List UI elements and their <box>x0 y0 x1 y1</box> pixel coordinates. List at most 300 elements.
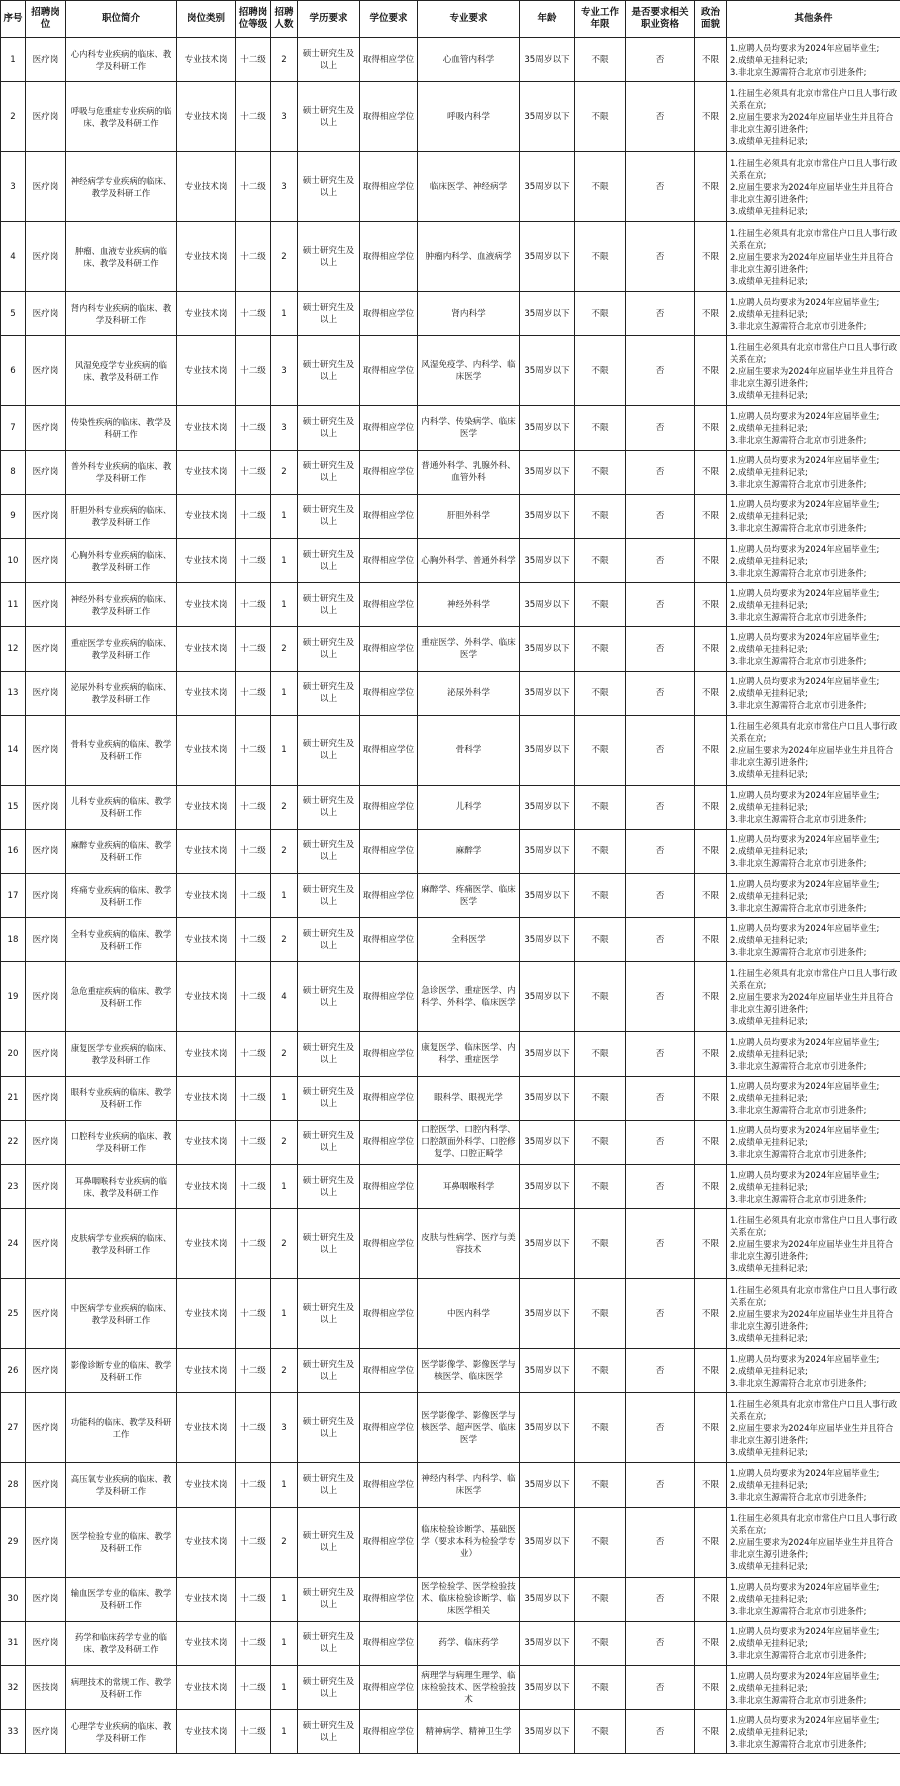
major-requirement: 医学检验学、医学检验技术、临床检验诊断学、临床医学相关 <box>418 1577 520 1621</box>
education-requirement: 硕士研究生及以上 <box>298 715 360 785</box>
political-status: 不限 <box>695 785 727 829</box>
age-requirement: 35周岁以下 <box>520 715 575 785</box>
age-requirement: 35周岁以下 <box>520 1120 575 1164</box>
post-grade: 十二级 <box>236 538 271 582</box>
row-number: 6 <box>1 336 26 406</box>
education-requirement: 硕士研究生及以上 <box>298 494 360 538</box>
job-intro: 口腔科专业疾病的临床、教学及科研工作 <box>66 1120 177 1164</box>
post-name: 医疗岗 <box>26 38 66 82</box>
hire-count: 3 <box>271 336 298 406</box>
table-row <box>1 715 900 785</box>
post-category: 专业技术岗 <box>177 1279 236 1349</box>
degree-requirement: 取得相应学位 <box>360 336 418 406</box>
education-requirement: 硕士研究生及以上 <box>298 1393 360 1463</box>
job-intro: 神经病学专业疾病的临床、教学及科研工作 <box>66 152 177 222</box>
certification-required: 否 <box>626 222 695 292</box>
age-requirement: 35周岁以下 <box>520 494 575 538</box>
other-conditions: 1.应聘人员均要求为2024年应届毕业生; 2.成绩单无挂科记录; 3.非北京生源需符合北京市引进条件; <box>727 1665 900 1709</box>
education-requirement: 硕士研究生及以上 <box>298 1349 360 1393</box>
hire-count: 1 <box>271 494 298 538</box>
major-requirement: 耳鼻咽喉科学 <box>418 1165 520 1209</box>
major-requirement: 骨科学 <box>418 715 520 785</box>
row-number: 17 <box>1 874 26 918</box>
work-years: 不限 <box>575 152 626 222</box>
hire-count: 2 <box>271 1120 298 1164</box>
political-status: 不限 <box>695 1665 727 1709</box>
post-category: 专业技术岗 <box>177 785 236 829</box>
certification-required: 否 <box>626 538 695 582</box>
political-status: 不限 <box>695 829 727 873</box>
degree-requirement: 取得相应学位 <box>360 1120 418 1164</box>
post-name: 医疗岗 <box>26 1209 66 1279</box>
work-years: 不限 <box>575 1349 626 1393</box>
education-requirement: 硕士研究生及以上 <box>298 1665 360 1709</box>
post-category: 专业技术岗 <box>177 292 236 336</box>
row-number: 28 <box>1 1463 26 1507</box>
other-conditions: 1.往届生必须具有北京市常住户口且人事行政关系在京; 2.应届生要求为2024年应届毕业生并且符合非北京生源引进条件; 3.成绩单无挂科记录; <box>727 962 900 1032</box>
table-row <box>1 38 900 82</box>
age-requirement: 35周岁以下 <box>520 82 575 152</box>
job-intro: 眼科专业疾病的临床、教学及科研工作 <box>66 1076 177 1120</box>
degree-requirement: 取得相应学位 <box>360 538 418 582</box>
post-grade: 十二级 <box>236 627 271 671</box>
age-requirement: 35周岁以下 <box>520 627 575 671</box>
age-requirement: 35周岁以下 <box>520 583 575 627</box>
hire-count: 2 <box>271 1507 298 1577</box>
work-years: 不限 <box>575 1209 626 1279</box>
other-conditions: 1.应聘人员均要求为2024年应届毕业生; 2.成绩单无挂科记录; 3.非北京生源需符合北京市引进条件; <box>727 292 900 336</box>
row-number: 27 <box>1 1393 26 1463</box>
education-requirement: 硕士研究生及以上 <box>298 829 360 873</box>
post-name: 医疗岗 <box>26 152 66 222</box>
major-requirement: 急诊医学、重症医学、内科学、外科学、临床医学 <box>418 962 520 1032</box>
age-requirement: 35周岁以下 <box>520 918 575 962</box>
hire-count: 1 <box>271 1279 298 1349</box>
post-grade: 十二级 <box>236 1393 271 1463</box>
job-intro: 传染性疾病的临床、教学及科研工作 <box>66 406 177 450</box>
job-intro: 风湿免疫学专业疾病的临床、教学及科研工作 <box>66 336 177 406</box>
major-requirement: 普通外科学、乳腺外科、血管外科 <box>418 450 520 494</box>
degree-requirement: 取得相应学位 <box>360 1165 418 1209</box>
certification-required: 否 <box>626 1076 695 1120</box>
work-years: 不限 <box>575 82 626 152</box>
degree-requirement: 取得相应学位 <box>360 671 418 715</box>
degree-requirement: 取得相应学位 <box>360 450 418 494</box>
certification-required: 否 <box>626 82 695 152</box>
degree-requirement: 取得相应学位 <box>360 583 418 627</box>
education-requirement: 硕士研究生及以上 <box>298 583 360 627</box>
work-years: 不限 <box>575 292 626 336</box>
post-name: 医疗岗 <box>26 450 66 494</box>
political-status: 不限 <box>695 1032 727 1076</box>
table-row <box>1 1621 900 1665</box>
job-intro: 重症医学专业疾病的临床、教学及科研工作 <box>66 627 177 671</box>
work-years: 不限 <box>575 406 626 450</box>
post-grade: 十二级 <box>236 1463 271 1507</box>
political-status: 不限 <box>695 1463 727 1507</box>
education-requirement: 硕士研究生及以上 <box>298 874 360 918</box>
certification-required: 否 <box>626 494 695 538</box>
table-row <box>1 583 900 627</box>
row-number: 22 <box>1 1120 26 1164</box>
major-requirement: 神经内科学、内科学、临床医学 <box>418 1463 520 1507</box>
job-intro: 神经外科专业疾病的临床、教学及科研工作 <box>66 583 177 627</box>
work-years: 不限 <box>575 1665 626 1709</box>
degree-requirement: 取得相应学位 <box>360 406 418 450</box>
education-requirement: 硕士研究生及以上 <box>298 1165 360 1209</box>
row-number: 7 <box>1 406 26 450</box>
table-row <box>1 918 900 962</box>
certification-required: 否 <box>626 1710 695 1754</box>
table-row <box>1 82 900 152</box>
other-conditions: 1.应聘人员均要求为2024年应届毕业生; 2.成绩单无挂科记录; 3.非北京生源需符合北京市引进条件; <box>727 538 900 582</box>
other-conditions: 1.应聘人员均要求为2024年应届毕业生; 2.成绩单无挂科记录; 3.非北京生源需符合北京市引进条件; <box>727 627 900 671</box>
post-name: 医疗岗 <box>26 829 66 873</box>
work-years: 不限 <box>575 1621 626 1665</box>
row-number: 4 <box>1 222 26 292</box>
major-requirement: 重症医学、外科学、临床医学 <box>418 627 520 671</box>
hire-count: 1 <box>271 874 298 918</box>
column-header: 其他条件 <box>727 1 900 38</box>
other-conditions: 1.应聘人员均要求为2024年应届毕业生; 2.成绩单无挂科记录; 3.非北京生源需符合北京市引进条件; <box>727 918 900 962</box>
table-row <box>1 671 900 715</box>
degree-requirement: 取得相应学位 <box>360 918 418 962</box>
post-grade: 十二级 <box>236 1032 271 1076</box>
work-years: 不限 <box>575 222 626 292</box>
post-grade: 十二级 <box>236 874 271 918</box>
column-header: 序号 <box>1 1 26 38</box>
age-requirement: 35周岁以下 <box>520 785 575 829</box>
work-years: 不限 <box>575 1710 626 1754</box>
education-requirement: 硕士研究生及以上 <box>298 1032 360 1076</box>
other-conditions: 1.应聘人员均要求为2024年应届毕业生; 2.成绩单无挂科记录; 3.非北京生源需符合北京市引进条件; <box>727 1710 900 1754</box>
major-requirement: 心血管内科学 <box>418 38 520 82</box>
other-conditions: 1.应聘人员均要求为2024年应届毕业生; 2.成绩单无挂科记录; 3.非北京生源需符合北京市引进条件; <box>727 1621 900 1665</box>
hire-count: 1 <box>271 1165 298 1209</box>
degree-requirement: 取得相应学位 <box>360 1032 418 1076</box>
job-intro: 皮肤病学专业疾病的临床、教学及科研工作 <box>66 1209 177 1279</box>
certification-required: 否 <box>626 406 695 450</box>
work-years: 不限 <box>575 874 626 918</box>
work-years: 不限 <box>575 829 626 873</box>
education-requirement: 硕士研究生及以上 <box>298 1279 360 1349</box>
post-name: 医疗岗 <box>26 1507 66 1577</box>
certification-required: 否 <box>626 627 695 671</box>
degree-requirement: 取得相应学位 <box>360 785 418 829</box>
row-number: 14 <box>1 715 26 785</box>
column-header: 招聘人数 <box>271 1 298 38</box>
post-grade: 十二级 <box>236 406 271 450</box>
row-number: 13 <box>1 671 26 715</box>
job-intro: 中医病学专业疾病的临床、教学及科研工作 <box>66 1279 177 1349</box>
education-requirement: 硕士研究生及以上 <box>298 1621 360 1665</box>
major-requirement: 医学影像学、影像医学与核医学、超声医学、临床医学 <box>418 1393 520 1463</box>
education-requirement: 硕士研究生及以上 <box>298 1507 360 1577</box>
major-requirement: 康复医学、临床医学、内科学、重症医学 <box>418 1032 520 1076</box>
post-grade: 十二级 <box>236 1577 271 1621</box>
major-requirement: 麻醉学 <box>418 829 520 873</box>
job-intro: 麻醉专业疾病的临床、教学及科研工作 <box>66 829 177 873</box>
hire-count: 3 <box>271 1393 298 1463</box>
post-category: 专业技术岗 <box>177 874 236 918</box>
hire-count: 2 <box>271 785 298 829</box>
other-conditions: 1.应聘人员均要求为2024年应届毕业生; 2.成绩单无挂科记录; 3.非北京生源需符合北京市引进条件; <box>727 829 900 873</box>
certification-required: 否 <box>626 1393 695 1463</box>
hire-count: 2 <box>271 829 298 873</box>
table-row <box>1 292 900 336</box>
post-grade: 十二级 <box>236 583 271 627</box>
age-requirement: 35周岁以下 <box>520 1279 575 1349</box>
hire-count: 1 <box>271 671 298 715</box>
table-row <box>1 1665 900 1709</box>
post-category: 专业技术岗 <box>177 962 236 1032</box>
hire-count: 1 <box>271 1463 298 1507</box>
post-grade: 十二级 <box>236 1076 271 1120</box>
degree-requirement: 取得相应学位 <box>360 829 418 873</box>
certification-required: 否 <box>626 962 695 1032</box>
degree-requirement: 取得相应学位 <box>360 1665 418 1709</box>
column-header: 学位要求 <box>360 1 418 38</box>
certification-required: 否 <box>626 336 695 406</box>
row-number: 16 <box>1 829 26 873</box>
political-status: 不限 <box>695 1621 727 1665</box>
post-name: 医疗岗 <box>26 1279 66 1349</box>
other-conditions: 1.应聘人员均要求为2024年应届毕业生; 2.成绩单无挂科记录; 3.非北京生源需符合北京市引进条件; <box>727 1349 900 1393</box>
work-years: 不限 <box>575 1076 626 1120</box>
age-requirement: 35周岁以下 <box>520 38 575 82</box>
political-status: 不限 <box>695 82 727 152</box>
political-status: 不限 <box>695 494 727 538</box>
education-requirement: 硕士研究生及以上 <box>298 627 360 671</box>
hire-count: 2 <box>271 1032 298 1076</box>
age-requirement: 35周岁以下 <box>520 1393 575 1463</box>
post-grade: 十二级 <box>236 1621 271 1665</box>
post-name: 医疗岗 <box>26 1463 66 1507</box>
work-years: 不限 <box>575 1279 626 1349</box>
job-intro: 全科专业疾病的临床、教学及科研工作 <box>66 918 177 962</box>
post-name: 医疗岗 <box>26 1165 66 1209</box>
table-row <box>1 1463 900 1507</box>
table-row <box>1 627 900 671</box>
work-years: 不限 <box>575 538 626 582</box>
education-requirement: 硕士研究生及以上 <box>298 1120 360 1164</box>
other-conditions: 1.应聘人员均要求为2024年应届毕业生; 2.成绩单无挂科记录; 3.非北京生源需符合北京市引进条件; <box>727 406 900 450</box>
post-grade: 十二级 <box>236 38 271 82</box>
major-requirement: 精神病学、精神卫生学 <box>418 1710 520 1754</box>
column-header: 职位简介 <box>66 1 177 38</box>
post-category: 专业技术岗 <box>177 1507 236 1577</box>
row-number: 2 <box>1 82 26 152</box>
political-status: 不限 <box>695 918 727 962</box>
row-number: 25 <box>1 1279 26 1349</box>
table-row <box>1 829 900 873</box>
post-category: 专业技术岗 <box>177 1165 236 1209</box>
job-intro: 儿科专业疾病的临床、教学及科研工作 <box>66 785 177 829</box>
major-requirement: 神经外科学 <box>418 583 520 627</box>
post-grade: 十二级 <box>236 671 271 715</box>
row-number: 21 <box>1 1076 26 1120</box>
other-conditions: 1.往届生必须具有北京市常住户口且人事行政关系在京; 2.应届生要求为2024年应届毕业生并且符合非北京生源引进条件; 3.成绩单无挂科记录; <box>727 222 900 292</box>
hire-count: 1 <box>271 1577 298 1621</box>
certification-required: 否 <box>626 152 695 222</box>
table-row <box>1 962 900 1032</box>
major-requirement: 内科学、传染病学、临床医学 <box>418 406 520 450</box>
major-requirement: 泌尿外科学 <box>418 671 520 715</box>
row-number: 1 <box>1 38 26 82</box>
post-name: 医疗岗 <box>26 583 66 627</box>
age-requirement: 35周岁以下 <box>520 1349 575 1393</box>
certification-required: 否 <box>626 1165 695 1209</box>
age-requirement: 35周岁以下 <box>520 1165 575 1209</box>
degree-requirement: 取得相应学位 <box>360 1710 418 1754</box>
education-requirement: 硕士研究生及以上 <box>298 1209 360 1279</box>
age-requirement: 35周岁以下 <box>520 1209 575 1279</box>
political-status: 不限 <box>695 336 727 406</box>
other-conditions: 1.应聘人员均要求为2024年应届毕业生; 2.成绩单无挂科记录; 3.非北京生源需符合北京市引进条件; <box>727 583 900 627</box>
post-grade: 十二级 <box>236 1349 271 1393</box>
table-row <box>1 450 900 494</box>
post-grade: 十二级 <box>236 1710 271 1754</box>
post-category: 专业技术岗 <box>177 1209 236 1279</box>
political-status: 不限 <box>695 222 727 292</box>
work-years: 不限 <box>575 336 626 406</box>
row-number: 24 <box>1 1209 26 1279</box>
degree-requirement: 取得相应学位 <box>360 1076 418 1120</box>
post-name: 医疗岗 <box>26 962 66 1032</box>
certification-required: 否 <box>626 1507 695 1577</box>
post-grade: 十二级 <box>236 494 271 538</box>
post-name: 医疗岗 <box>26 1032 66 1076</box>
row-number: 9 <box>1 494 26 538</box>
post-category: 专业技术岗 <box>177 450 236 494</box>
job-intro: 心内科专业疾病的临床、教学及科研工作 <box>66 38 177 82</box>
column-header: 年龄 <box>520 1 575 38</box>
column-header: 专业要求 <box>418 1 520 38</box>
hire-count: 2 <box>271 222 298 292</box>
row-number: 19 <box>1 962 26 1032</box>
post-category: 专业技术岗 <box>177 1621 236 1665</box>
post-category: 专业技术岗 <box>177 38 236 82</box>
post-grade: 十二级 <box>236 785 271 829</box>
major-requirement: 口腔医学、口腔内科学、口腔颌面外科学、口腔修复学、口腔正畸学 <box>418 1120 520 1164</box>
certification-required: 否 <box>626 583 695 627</box>
political-status: 不限 <box>695 406 727 450</box>
row-number: 33 <box>1 1710 26 1754</box>
hire-count: 1 <box>271 538 298 582</box>
post-name: 医疗岗 <box>26 715 66 785</box>
job-intro: 肝胆外科专业疾病的临床、教学及科研工作 <box>66 494 177 538</box>
work-years: 不限 <box>575 1463 626 1507</box>
age-requirement: 35周岁以下 <box>520 874 575 918</box>
certification-required: 否 <box>626 38 695 82</box>
age-requirement: 35周岁以下 <box>520 1621 575 1665</box>
other-conditions: 1.往届生必须具有北京市常住户口且人事行政关系在京; 2.应届生要求为2024年应届毕业生并且符合非北京生源引进条件; 3.成绩单无挂科记录; <box>727 1507 900 1577</box>
post-name: 医疗岗 <box>26 918 66 962</box>
table-row <box>1 1349 900 1393</box>
political-status: 不限 <box>695 583 727 627</box>
job-intro: 疼痛专业疾病的临床、教学及科研工作 <box>66 874 177 918</box>
education-requirement: 硕士研究生及以上 <box>298 962 360 1032</box>
row-number: 15 <box>1 785 26 829</box>
hire-count: 4 <box>271 962 298 1032</box>
degree-requirement: 取得相应学位 <box>360 1577 418 1621</box>
degree-requirement: 取得相应学位 <box>360 292 418 336</box>
post-category: 专业技术岗 <box>177 1349 236 1393</box>
education-requirement: 硕士研究生及以上 <box>298 450 360 494</box>
education-requirement: 硕士研究生及以上 <box>298 1577 360 1621</box>
education-requirement: 硕士研究生及以上 <box>298 1463 360 1507</box>
post-name: 医疗岗 <box>26 538 66 582</box>
post-name: 医疗岗 <box>26 874 66 918</box>
certification-required: 否 <box>626 1032 695 1076</box>
post-grade: 十二级 <box>236 829 271 873</box>
age-requirement: 35周岁以下 <box>520 292 575 336</box>
post-grade: 十二级 <box>236 962 271 1032</box>
post-category: 专业技术岗 <box>177 82 236 152</box>
column-header: 岗位类别 <box>177 1 236 38</box>
work-years: 不限 <box>575 1507 626 1577</box>
age-requirement: 35周岁以下 <box>520 962 575 1032</box>
column-header: 政治面貌 <box>695 1 727 38</box>
post-category: 专业技术岗 <box>177 152 236 222</box>
table-row <box>1 1279 900 1349</box>
hire-count: 3 <box>271 82 298 152</box>
major-requirement: 中医内科学 <box>418 1279 520 1349</box>
hire-count: 2 <box>271 450 298 494</box>
post-name: 医疗岗 <box>26 1120 66 1164</box>
degree-requirement: 取得相应学位 <box>360 962 418 1032</box>
political-status: 不限 <box>695 1349 727 1393</box>
job-intro: 骨科专业疾病的临床、教学及科研工作 <box>66 715 177 785</box>
other-conditions: 1.往届生必须具有北京市常住户口且人事行政关系在京; 2.应届生要求为2024年应届毕业生并且符合非北京生源引进条件; 3.成绩单无挂科记录; <box>727 1279 900 1349</box>
age-requirement: 35周岁以下 <box>520 222 575 292</box>
post-category: 专业技术岗 <box>177 222 236 292</box>
other-conditions: 1.应聘人员均要求为2024年应届毕业生; 2.成绩单无挂科记录; 3.非北京生源需符合北京市引进条件; <box>727 785 900 829</box>
hire-count: 1 <box>271 1710 298 1754</box>
work-years: 不限 <box>575 1577 626 1621</box>
post-category: 专业技术岗 <box>177 336 236 406</box>
row-number: 29 <box>1 1507 26 1577</box>
certification-required: 否 <box>626 785 695 829</box>
political-status: 不限 <box>695 1076 727 1120</box>
hire-count: 2 <box>271 627 298 671</box>
post-name: 医疗岗 <box>26 494 66 538</box>
major-requirement: 皮肤与性病学、医疗与美容技术 <box>418 1209 520 1279</box>
major-requirement: 麻醉学、疼痛医学、临床医学 <box>418 874 520 918</box>
hire-count: 3 <box>271 406 298 450</box>
table-row <box>1 152 900 222</box>
major-requirement: 药学、临床药学 <box>418 1621 520 1665</box>
age-requirement: 35周岁以下 <box>520 538 575 582</box>
post-name: 医疗岗 <box>26 1710 66 1754</box>
job-intro: 高压氧专业疾病的临床、教学及科研工作 <box>66 1463 177 1507</box>
post-category: 专业技术岗 <box>177 627 236 671</box>
table-row <box>1 1120 900 1164</box>
table-row <box>1 336 900 406</box>
job-intro: 急危重症疾病的临床、教学及科研工作 <box>66 962 177 1032</box>
political-status: 不限 <box>695 1279 727 1349</box>
table-row <box>1 406 900 450</box>
education-requirement: 硕士研究生及以上 <box>298 222 360 292</box>
job-intro: 输血医学专业的临床、教学及科研工作 <box>66 1577 177 1621</box>
age-requirement: 35周岁以下 <box>520 671 575 715</box>
age-requirement: 35周岁以下 <box>520 1032 575 1076</box>
post-grade: 十二级 <box>236 450 271 494</box>
degree-requirement: 取得相应学位 <box>360 152 418 222</box>
political-status: 不限 <box>695 1393 727 1463</box>
degree-requirement: 取得相应学位 <box>360 1621 418 1665</box>
post-grade: 十二级 <box>236 1279 271 1349</box>
